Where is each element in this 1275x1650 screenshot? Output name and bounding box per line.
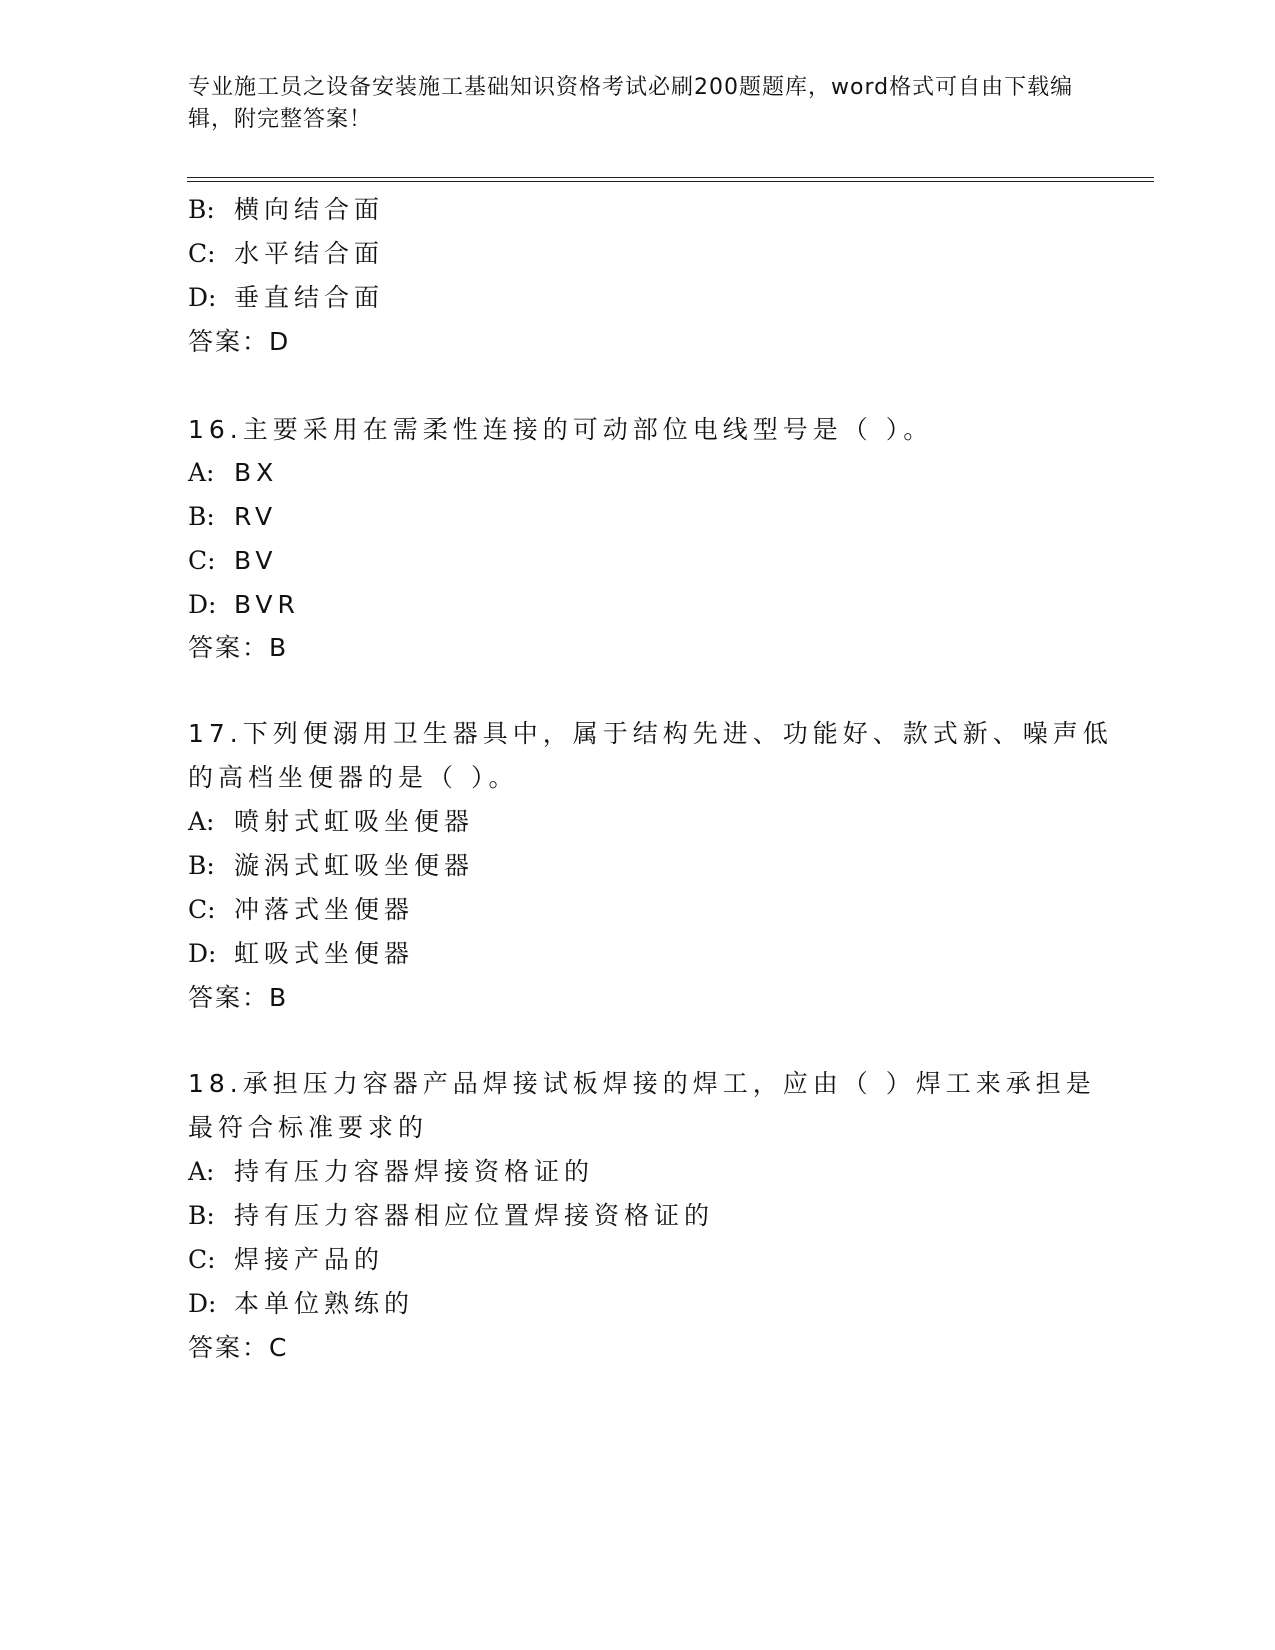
option-text: 冲落式坐便器 — [234, 895, 415, 924]
option-text: BX — [234, 458, 279, 487]
q17-answer: 答案：B — [188, 983, 289, 1012]
q18-option-b — [188, 1200, 714, 1232]
option-key: C: — [188, 1245, 216, 1274]
q15-option-c — [188, 238, 384, 270]
option-text: 持有压力容器相应位置焊接资格证的 — [234, 1201, 715, 1230]
q16-stem: 16.主要采用在需柔性连接的可动部位电线型号是（ ）。 — [188, 415, 934, 444]
option-text: 水平结合面 — [234, 239, 385, 268]
q17-stem-line2: 的高档坐便器的是（ ）。 — [188, 763, 519, 792]
q18-answer: 答案：C — [188, 1333, 289, 1362]
option-text: RV — [234, 502, 278, 531]
option-key: D: — [188, 283, 217, 312]
option-text: 持有压力容器焊接资格证的 — [234, 1157, 595, 1186]
option-key: A: — [188, 458, 215, 487]
option-text: 垂直结合面 — [234, 283, 385, 312]
option-key: B: — [188, 1201, 215, 1230]
q18-option-c — [188, 1244, 384, 1276]
option-text: 横向结合面 — [234, 195, 385, 224]
header-divider — [187, 177, 1154, 182]
option-text: BV — [234, 546, 278, 575]
option-key: B: — [188, 502, 215, 531]
document-intro: 专业施工员之设备安装施工基础知识资格考试必刷200题题库，word格式可自由下载编辑，附完整答案！ — [188, 75, 1074, 132]
option-key: A: — [188, 807, 215, 836]
q18-option-a — [188, 1156, 594, 1188]
option-key: C: — [188, 895, 216, 924]
q17-option-c — [188, 894, 414, 926]
q15-option-d — [188, 282, 384, 314]
option-text: 焊接产品的 — [234, 1245, 385, 1274]
option-key: C: — [188, 546, 216, 575]
option-key: D: — [188, 590, 217, 619]
q17-option-a — [188, 806, 474, 838]
q18-option-d — [188, 1288, 414, 1320]
q16-option-a — [188, 457, 278, 489]
option-text: 喷射式虹吸坐便器 — [234, 807, 475, 836]
q17-option-b — [188, 850, 474, 882]
q15-answer: 答案：D — [188, 327, 291, 356]
q16-answer: 答案：B — [188, 633, 289, 662]
option-text: 本单位熟练的 — [234, 1289, 415, 1318]
q18-stem-line1: 18.承担压力容器产品焊接试板焊接的焊工，应由（ ）焊工来承担是 — [188, 1069, 1096, 1098]
option-key: C: — [188, 239, 216, 268]
q17-option-d — [188, 938, 414, 970]
q16-option-b — [188, 501, 277, 533]
option-key: B: — [188, 851, 215, 880]
q18-stem-line2: 最符合标准要求的 — [188, 1113, 429, 1142]
q16-option-d — [188, 589, 300, 621]
option-text: BVR — [234, 590, 300, 619]
option-text: 漩涡式虹吸坐便器 — [234, 851, 475, 880]
option-key: D: — [188, 1289, 217, 1318]
q16-option-c — [188, 545, 277, 577]
option-key: B: — [188, 195, 215, 224]
option-key: A: — [188, 1157, 215, 1186]
q17-stem-line1: 17.下列便溺用卫生器具中，属于结构先进、功能好、款式新、噪声低 — [188, 719, 1113, 748]
q15-option-b — [188, 194, 384, 226]
option-text: 虹吸式坐便器 — [234, 939, 415, 968]
option-key: D: — [188, 939, 217, 968]
